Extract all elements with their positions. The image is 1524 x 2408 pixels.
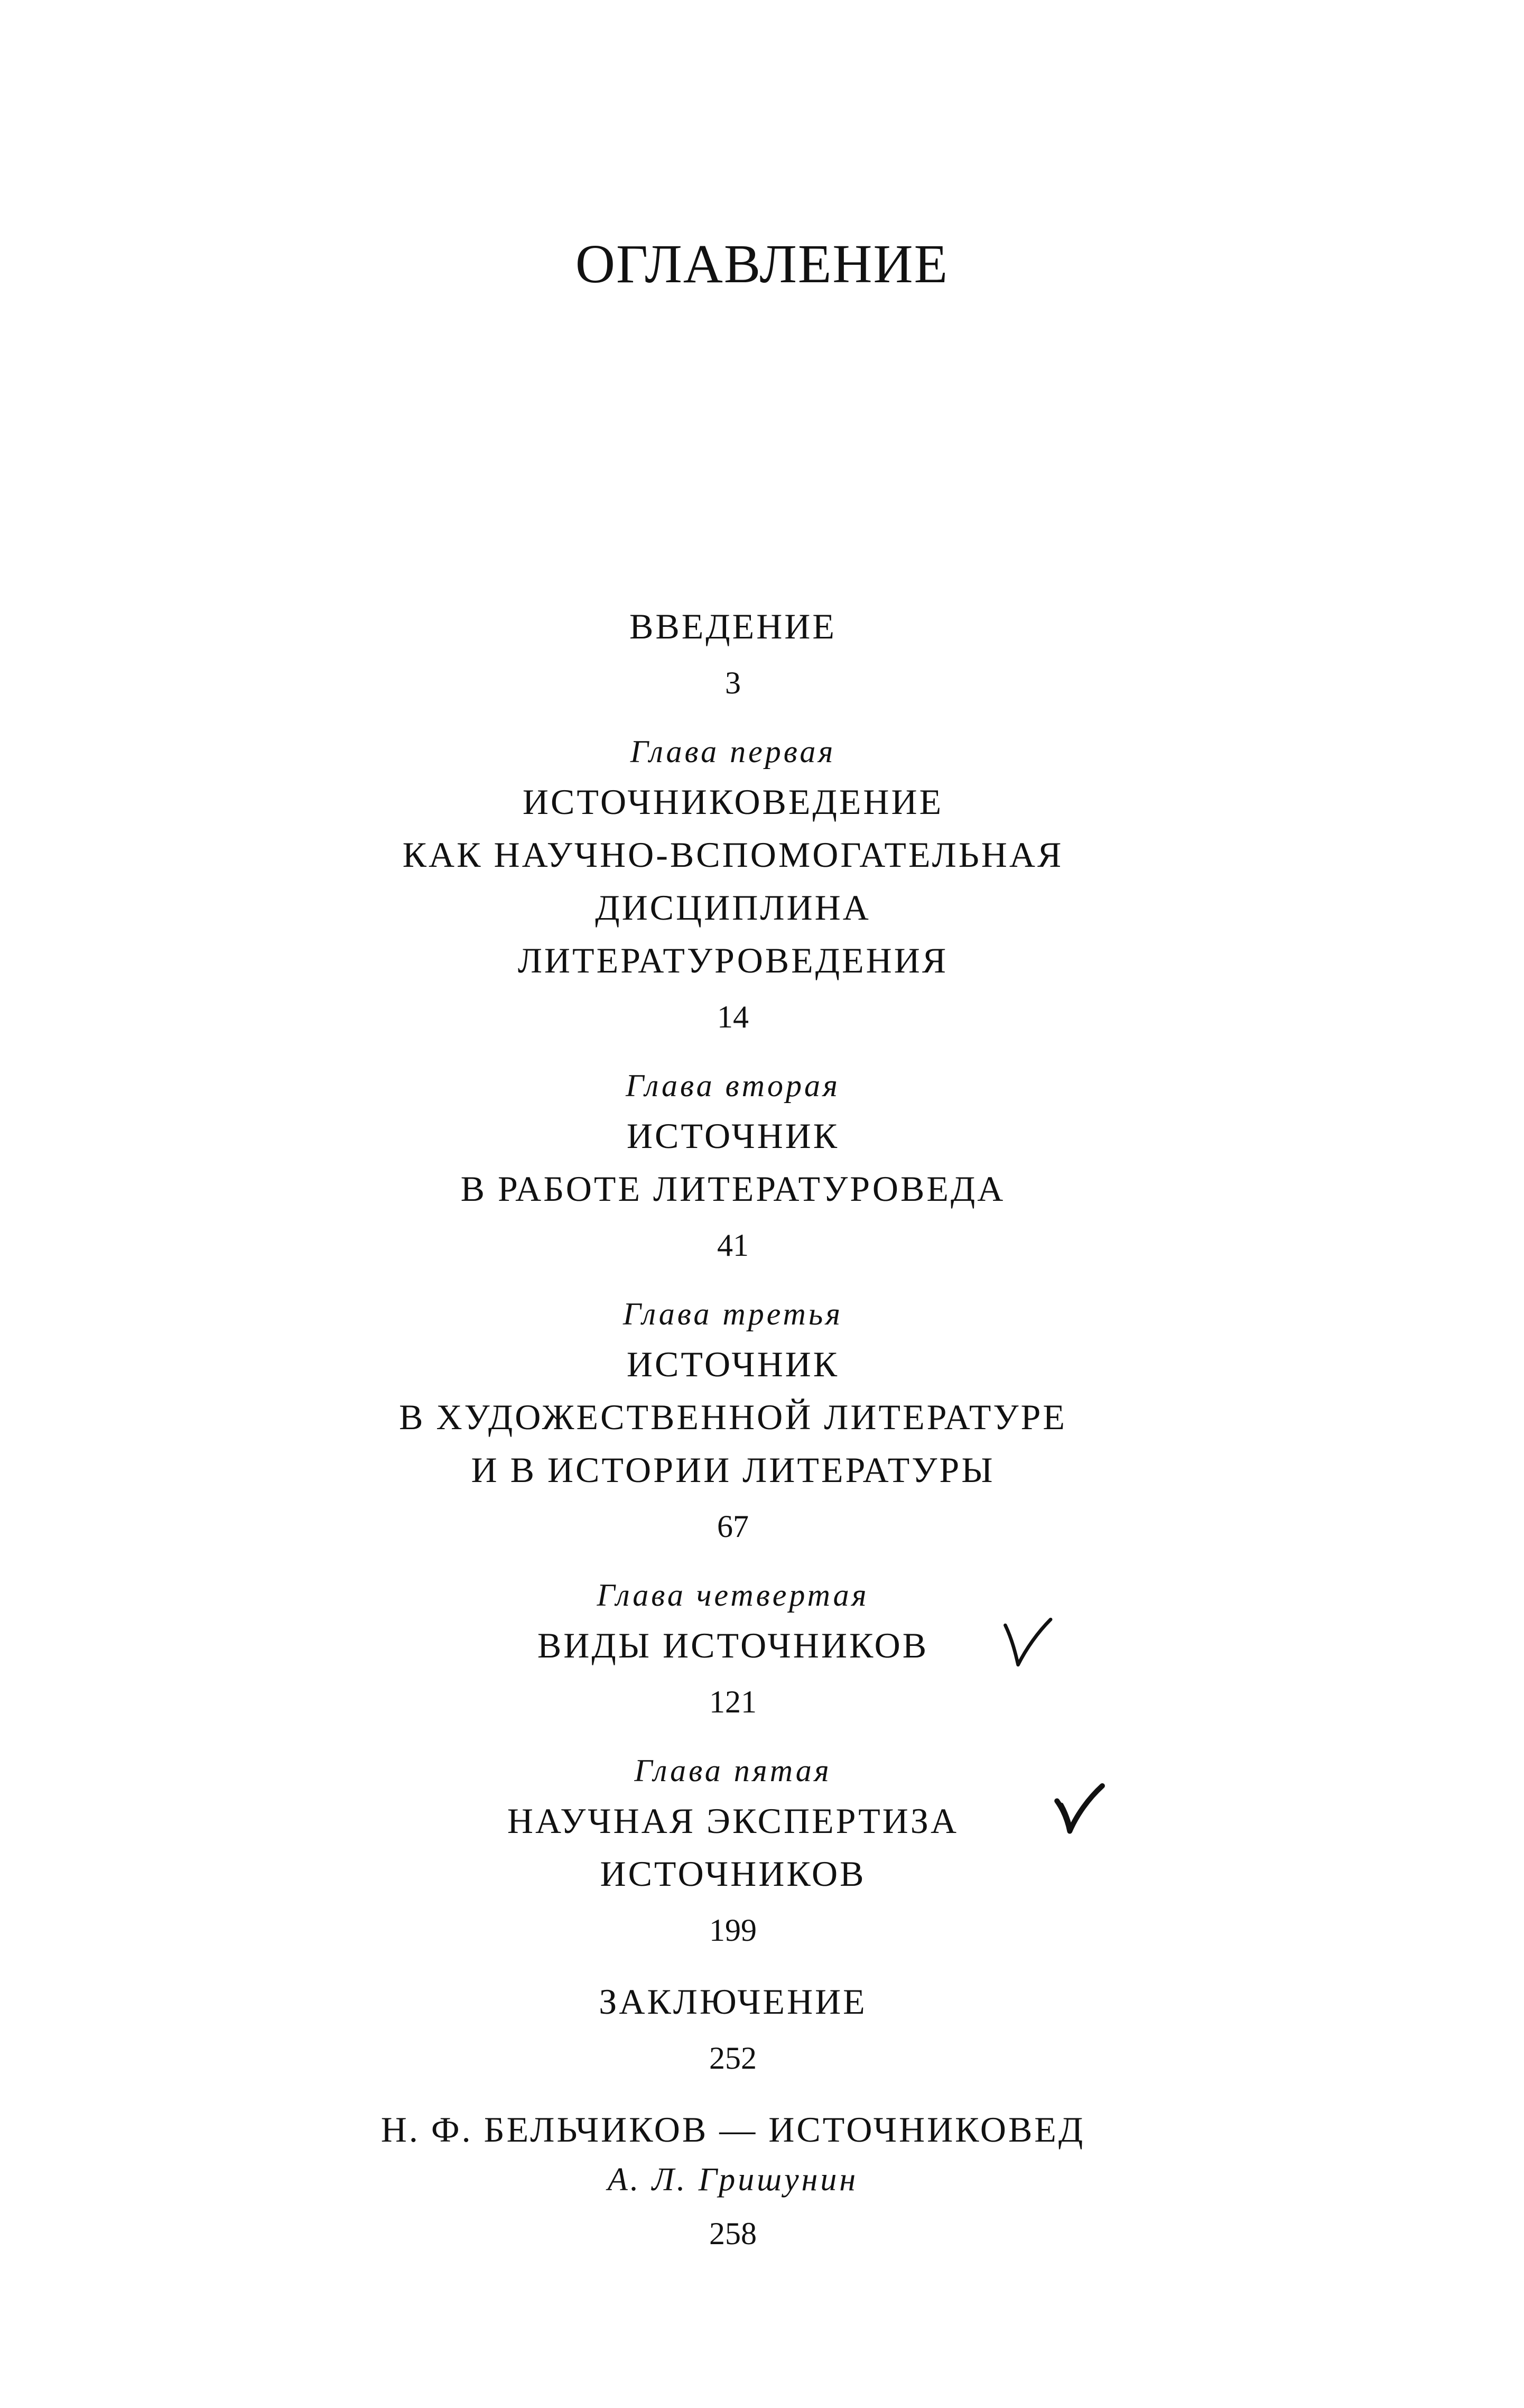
chapter-label: Глава вторая bbox=[626, 1068, 840, 1103]
toc-entry-chapter-3 bbox=[0, 1290, 1495, 1550]
entry-title-line: В РАБОТЕ ЛИТЕРАТУРОВЕДА bbox=[460, 1169, 1006, 1209]
entry-page-number: 3 bbox=[725, 665, 741, 700]
table-of-contents bbox=[0, 600, 1524, 2279]
entry-title-line: ВВЕДЕНИЕ bbox=[629, 606, 837, 646]
entry-title-line: В ХУДОЖЕСТВЕННОЙ ЛИТЕРАТУРЕ bbox=[399, 1397, 1067, 1437]
entry-page-number: 121 bbox=[709, 1684, 757, 1719]
entry-title-line: ИСТОЧНИКОВ bbox=[600, 1854, 866, 1894]
checkmark-icon bbox=[1050, 1781, 1108, 1839]
toc-entry-afterword bbox=[0, 2103, 1495, 2257]
chapter-label: Глава третья bbox=[622, 1296, 843, 1331]
toc-entry-conclusion bbox=[0, 1975, 1495, 2082]
chapter-label: Глава первая bbox=[630, 734, 836, 769]
toc-entry-chapter-4 bbox=[0, 1571, 1495, 1726]
entry-title-line: ИСТОЧНИКОВЕДЕНИЕ bbox=[522, 782, 944, 822]
entry-title-line: ЗАКЛЮЧЕНИЕ bbox=[599, 1981, 867, 2022]
entry-author: А. Л. Гришунин bbox=[607, 2162, 859, 2198]
entry-title-line bbox=[0, 1619, 1495, 1672]
entry-title-line: ЛИТЕРАТУРОВЕДЕНИЯ bbox=[517, 940, 949, 980]
entry-title-text: ВИДЫ ИСТОЧНИКОВ bbox=[537, 1625, 929, 1665]
chapter-label: Глава четвертая bbox=[597, 1578, 869, 1613]
entry-page-number: 258 bbox=[709, 2216, 757, 2251]
page-title: ОГЛАВЛЕНИЕ bbox=[575, 234, 949, 294]
entry-page-number: 252 bbox=[709, 2041, 757, 2076]
entry-title-line: ИСТОЧНИК bbox=[626, 1116, 840, 1156]
entry-title-line: Н. Ф. БЕЛЬЧИКОВ — ИСТОЧНИКОВЕД bbox=[380, 2109, 1085, 2150]
entry-page-number: 199 bbox=[709, 1913, 757, 1948]
toc-entry-chapter-2 bbox=[0, 1062, 1495, 1269]
entry-title-line: ДИСЦИПЛИНА bbox=[595, 887, 871, 928]
entry-title-text: НАУЧНАЯ ЭКСПЕРТИЗА bbox=[507, 1801, 959, 1841]
toc-entry-chapter-1 bbox=[0, 728, 1495, 1041]
entry-title-line: КАК НАУЧНО-ВСПОМОГАТЕЛЬНАЯ bbox=[402, 835, 1064, 875]
entry-title-line: И В ИСТОРИИ ЛИТЕРАТУРЫ bbox=[471, 1450, 995, 1490]
entry-page-number: 14 bbox=[717, 999, 749, 1034]
entry-title-line bbox=[0, 1794, 1495, 1847]
entry-title-line: ИСТОЧНИК bbox=[626, 1344, 840, 1384]
toc-entry-introduction bbox=[0, 600, 1495, 707]
entry-page-number: 41 bbox=[717, 1228, 749, 1263]
toc-entry-chapter-5 bbox=[0, 1747, 1495, 1954]
chapter-label: Глава пятая bbox=[634, 1753, 832, 1788]
entry-page-number: 67 bbox=[717, 1509, 749, 1544]
checkmark-icon bbox=[997, 1614, 1055, 1672]
